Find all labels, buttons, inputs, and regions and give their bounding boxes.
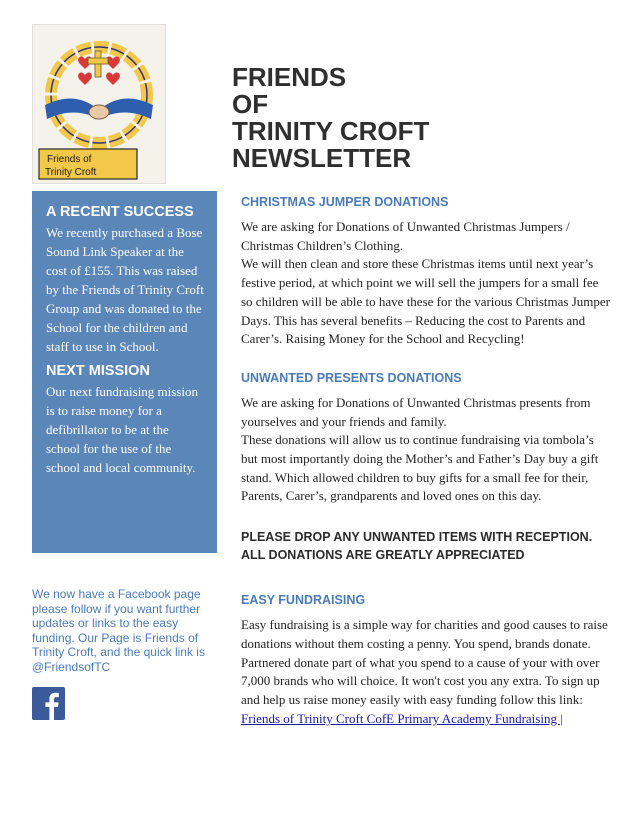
title-line-4: NEWSLETTER	[232, 143, 412, 173]
easy-fundraising-body: Easy fundraising is a simple way for charities and good causes to raise donations without them costing a penny. You spend, brands donate. Partnered donate part of what you spend to a cause of your with over 7,000 brands who will choice. It won't cost you any extra. To sign up and help us raise money easily with easy funding follow this link:	[241, 617, 608, 707]
main-content	[241, 194, 611, 728]
logo-text-line1: Friends of	[47, 154, 92, 165]
unwanted-presents-heading: UNWANTED PRESENTS DONATIONS	[241, 370, 462, 385]
drop-off-notice-line-2: ALL DONATIONS ARE GREATLY APPRECIATED	[241, 548, 525, 563]
recent-success-text: We recently purchased a Bose Sound Link Speaker at the cost of £155. This was raised by the Friends of Trinity Croft Group and was donated to the School for the children and staff to use in School.	[46, 225, 204, 354]
title-line-1: FRIENDS	[232, 62, 347, 92]
facebook-f-icon	[32, 687, 65, 720]
page-title	[232, 64, 429, 172]
next-mission-heading: NEXT MISSION	[46, 363, 150, 379]
easy-fundraising-text	[241, 616, 611, 728]
christmas-jumper-heading: CHRISTMAS JUMPER DONATIONS	[241, 195, 449, 209]
recent-success-heading: A RECENT SUCCESS	[46, 204, 194, 220]
facebook-icon[interactable]	[32, 687, 65, 720]
unwanted-presents-text-1: We are asking for Donations of Unwanted Christmas presents from yourselves and your friends and family.	[241, 394, 591, 429]
drop-off-notice-line-1: PLEASE DROP ANY UNWANTED ITEMS WITH RECEPTION.	[241, 530, 593, 545]
next-mission-text: Our next fundraising mission is to raise money for a defibrillator to be at the school for the use of the school and local community.	[46, 384, 199, 475]
sidebar-panel	[32, 191, 217, 553]
logo-drawing-icon	[33, 25, 165, 183]
christmas-jumper-text-2: We will then clean and store these Christmas items until next year’s festive period, at which point we will sell the jumpers for a small fee so children will be able to have these for the various Christmas Jumper Days. This has several benefits – Reducing the cost to Parents and Carer’s. Raising Money for the School and Recycling!	[241, 256, 610, 347]
unwanted-presents-text-2: These donations will allow us to continue fundraising via tombola’s but most importantly doing the Mother’s and Father’s Day buy a gift stand. Which allowed children to buy gifts for a small fee for their, Parents, Carer’s, grandparents and loved ones on this day.	[241, 432, 599, 504]
fundraising-link[interactable]: Friends of Trinity Croft CofE Primary Academy Fundraising |	[241, 710, 563, 726]
easy-fundraising-heading: EASY FUNDRAISING	[241, 593, 366, 608]
school-logo	[32, 24, 166, 184]
title-line-3: TRINITY CROFT	[232, 116, 430, 146]
logo-text-line2: Trinity Croft	[45, 167, 97, 178]
christmas-jumper-text-1: We are asking for Donations of Unwanted Christmas Jumpers / Christmas Children’s Clothing.	[241, 219, 570, 253]
title-line-2: OF	[232, 89, 269, 119]
drop-off-notice	[241, 528, 611, 564]
facebook-note: We now have a Facebook page please follow if you want further updates or links to the easy funding. Our Page is Friends of Trinity Croft, and the quick link is @FriendsofTC	[32, 587, 205, 674]
